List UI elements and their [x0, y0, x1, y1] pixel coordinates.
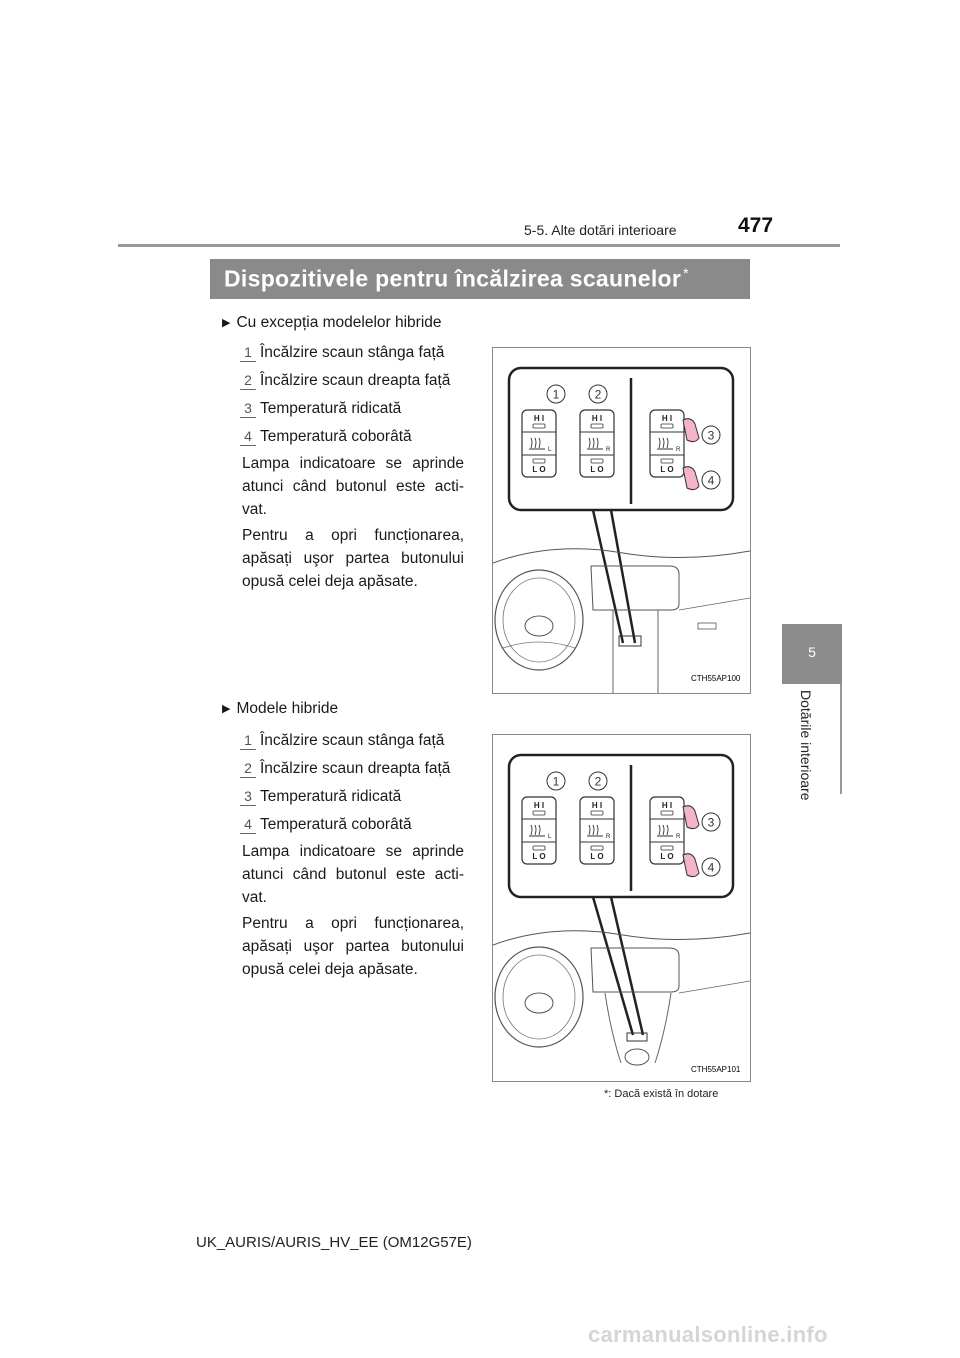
page-number: 477: [738, 214, 774, 237]
chapter-title: Dotările interioare: [798, 690, 814, 801]
seat-heater-figure-1: [492, 347, 751, 694]
callout-2: 2: [594, 387, 602, 402]
item-number: 1: [240, 731, 256, 750]
triangle-bullet-icon: ▶: [222, 317, 231, 329]
callout-2: 2: [594, 774, 602, 789]
list-item: [240, 399, 401, 419]
hi-label: H I: [533, 801, 545, 810]
lo-label: L O: [590, 852, 604, 861]
list-item: [240, 787, 401, 807]
list-item: [240, 371, 450, 391]
left-seat-label: L: [548, 834, 552, 840]
left-seat-label: L: [548, 447, 552, 453]
callout-4: 4: [707, 473, 715, 488]
hi-label: H I: [661, 414, 673, 423]
list-item: [240, 427, 412, 447]
seat-heater-figure-2: [492, 734, 751, 1082]
section-title: 5-5. Alte dotări interioare: [524, 222, 677, 238]
manual-code: UK_AURIS/AURIS_HV_EE (OM12G57E): [196, 1234, 472, 1251]
hi-label: H I: [533, 414, 545, 423]
subheading-text: Cu excepția modelelor hibride: [236, 314, 442, 331]
watermark: carmanualsonline.info: [588, 1322, 828, 1347]
item-number: 3: [240, 787, 256, 806]
item-number: 1: [240, 343, 256, 362]
chapter-rule: [840, 684, 842, 794]
list-item: [240, 343, 444, 363]
callout-3: 3: [707, 815, 715, 830]
item-text: Temperatură ridicată: [260, 788, 402, 805]
lo-label: L O: [660, 852, 674, 861]
footnote: *: Dacă există în dotare: [604, 1088, 719, 1100]
lo-label: L O: [660, 465, 674, 474]
callout-4: 4: [707, 860, 715, 875]
item-text: Încălzire scaun dreapta față: [260, 372, 451, 389]
subheading-text: Modele hibride: [236, 700, 339, 717]
footnote-marker: *: [683, 265, 689, 281]
list-item: [240, 731, 444, 751]
item-text: Încălzire scaun dreapta față: [260, 760, 451, 777]
indicator-paragraph: Lampa indicatoare se aprinde atunci când butonul este acti-vat.: [242, 455, 464, 518]
page-heading: [224, 265, 689, 293]
item-number: 2: [240, 371, 256, 390]
item-text: Încălzire scaun stânga față: [260, 344, 445, 361]
stop-paragraph: Pentru a opri funcționarea, apăsați uşor partea butonului opusă celei deja apăsate.: [242, 527, 464, 590]
seat-heater-illustration: [493, 735, 750, 1081]
header-rule: [118, 244, 840, 247]
lo-label: L O: [532, 465, 546, 474]
page-heading-text: Dispozitivele pentru încălzirea scaunelor: [224, 265, 682, 292]
figure-code: CTH55AP100: [691, 674, 741, 683]
item-number: 3: [240, 399, 256, 418]
lo-label: L O: [590, 465, 604, 474]
indicator-paragraph: Lampa indicatoare se aprinde atunci când butonul este acti-vat.: [242, 843, 464, 906]
subheading-hybrid: [222, 700, 338, 718]
item-number: 4: [240, 427, 256, 446]
subheading-non-hybrid: [222, 314, 442, 332]
hi-label: H I: [591, 801, 603, 810]
hi-label: H I: [591, 414, 603, 423]
list-item: [240, 815, 412, 835]
right-seat-label: R: [606, 834, 611, 840]
item-text: Temperatură coborâtă: [260, 428, 412, 445]
hi-label: H I: [661, 801, 673, 810]
seat-heater-illustration: [493, 348, 750, 693]
figure-code: CTH55AP101: [691, 1065, 741, 1074]
stop-paragraph: Pentru a opri funcționarea, apăsați uşor partea butonului opusă celei deja apăsate.: [242, 915, 464, 978]
list-item: [240, 759, 450, 779]
callout-3: 3: [707, 428, 715, 443]
chapter-number: 5: [808, 644, 816, 660]
item-text: Temperatură coborâtă: [260, 816, 412, 833]
right-seat-label: R: [606, 447, 611, 453]
item-number: 4: [240, 815, 256, 834]
right-seat-label: R: [676, 447, 681, 453]
right-seat-label: R: [676, 834, 681, 840]
callout-1: 1: [552, 387, 560, 402]
callout-1: 1: [552, 774, 560, 789]
triangle-bullet-icon: ▶: [222, 703, 231, 715]
item-text: Temperatură ridicată: [260, 400, 402, 417]
item-number: 2: [240, 759, 256, 778]
item-text: Încălzire scaun stânga față: [260, 732, 445, 749]
lo-label: L O: [532, 852, 546, 861]
